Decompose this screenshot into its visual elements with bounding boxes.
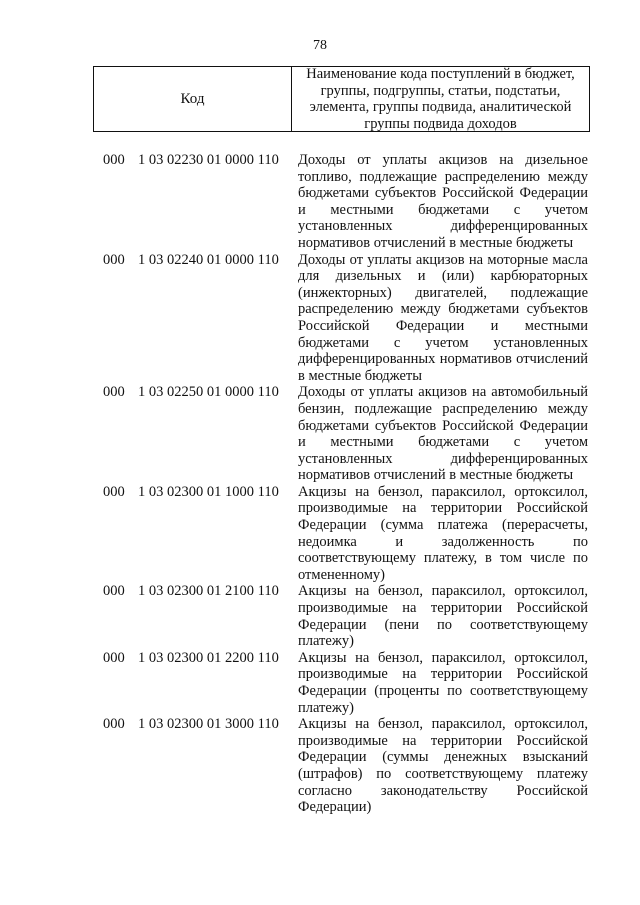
revenue-code-list <box>0 152 640 816</box>
header-code-column: Код <box>94 67 292 131</box>
revenue-code: 1 03 02240 01 0000 110 <box>138 251 279 268</box>
revenue-name: Акцизы на бензол, параксилол, ортоксилол, производимые на территории Российской Федерации (сумма платежа (перерасчеты, недоимка и задолженность по соответствующему платежу, в том числе по отмененному) <box>298 483 588 583</box>
admin-code: 000 <box>103 716 125 733</box>
revenue-code: 1 03 02250 01 0000 110 <box>138 384 279 401</box>
revenue-name: Доходы от уплаты акцизов на дизельное топливо, подлежащие распределению между бюджетами субъектов Российской Федерации и местными бюджетами с учетом установленных дифференцированных нормативов отчислений в местные бюджеты <box>298 152 588 251</box>
revenue-name: Акцизы на бензол, параксилол, ортоксилол, производимые на территории Российской Федерации (проценты по соответствующему платежу) <box>298 649 588 716</box>
table-row <box>0 384 640 484</box>
admin-code: 000 <box>103 583 125 600</box>
revenue-name: Акцизы на бензол, параксилол, ортоксилол, производимые на территории Российской Федерации (суммы денежных взысканий (штрафов) по соответствующему платежу согласно законодательству Российской Федерации) <box>298 716 588 816</box>
table-row <box>0 583 640 649</box>
revenue-code: 1 03 02300 01 3000 110 <box>138 716 279 733</box>
revenue-code: 1 03 02300 01 1000 110 <box>138 483 279 500</box>
revenue-code: 1 03 02300 01 2200 110 <box>138 649 279 666</box>
table-row <box>0 716 640 816</box>
header-name-column: Наименование кода поступлений в бюджет, группы, подгруппы, статьи, подстатьи, элемента, группы подвида, аналитической группы подвида доходов <box>306 66 575 132</box>
table-row <box>0 252 640 385</box>
revenue-code: 1 03 02230 01 0000 110 <box>138 152 279 168</box>
table-row <box>0 152 640 252</box>
admin-code: 000 <box>103 152 125 168</box>
table-header <box>93 66 590 132</box>
admin-code: 000 <box>103 649 125 666</box>
revenue-code: 1 03 02300 01 2100 110 <box>138 583 279 600</box>
admin-code: 000 <box>103 384 125 401</box>
revenue-name: Доходы от уплаты акцизов на моторные масла для дизельных и (или) карбюраторных (инжекторных) двигателей, подлежащие распределению между бюджетами субъектов Российской Федерации и местными бюджетами с учетом установленных дифференцированных нормативов отчислений в местные бюджеты <box>298 251 588 384</box>
table-row <box>0 650 640 716</box>
revenue-name: Доходы от уплаты акцизов на автомобильный бензин, подлежащие распределению между бюджетами субъектов Российской Федерации и местными бюджетами с учетом установленных дифференцированных нормативов отчислений в местные бюджеты <box>298 384 588 484</box>
page-number: 78 <box>313 38 327 53</box>
revenue-name: Акцизы на бензол, параксилол, ортоксилол, производимые на территории Российской Федерации (пени по соответствующему платежу) <box>298 583 588 650</box>
admin-code: 000 <box>103 483 125 500</box>
table-row <box>0 484 640 584</box>
admin-code: 000 <box>103 251 125 268</box>
